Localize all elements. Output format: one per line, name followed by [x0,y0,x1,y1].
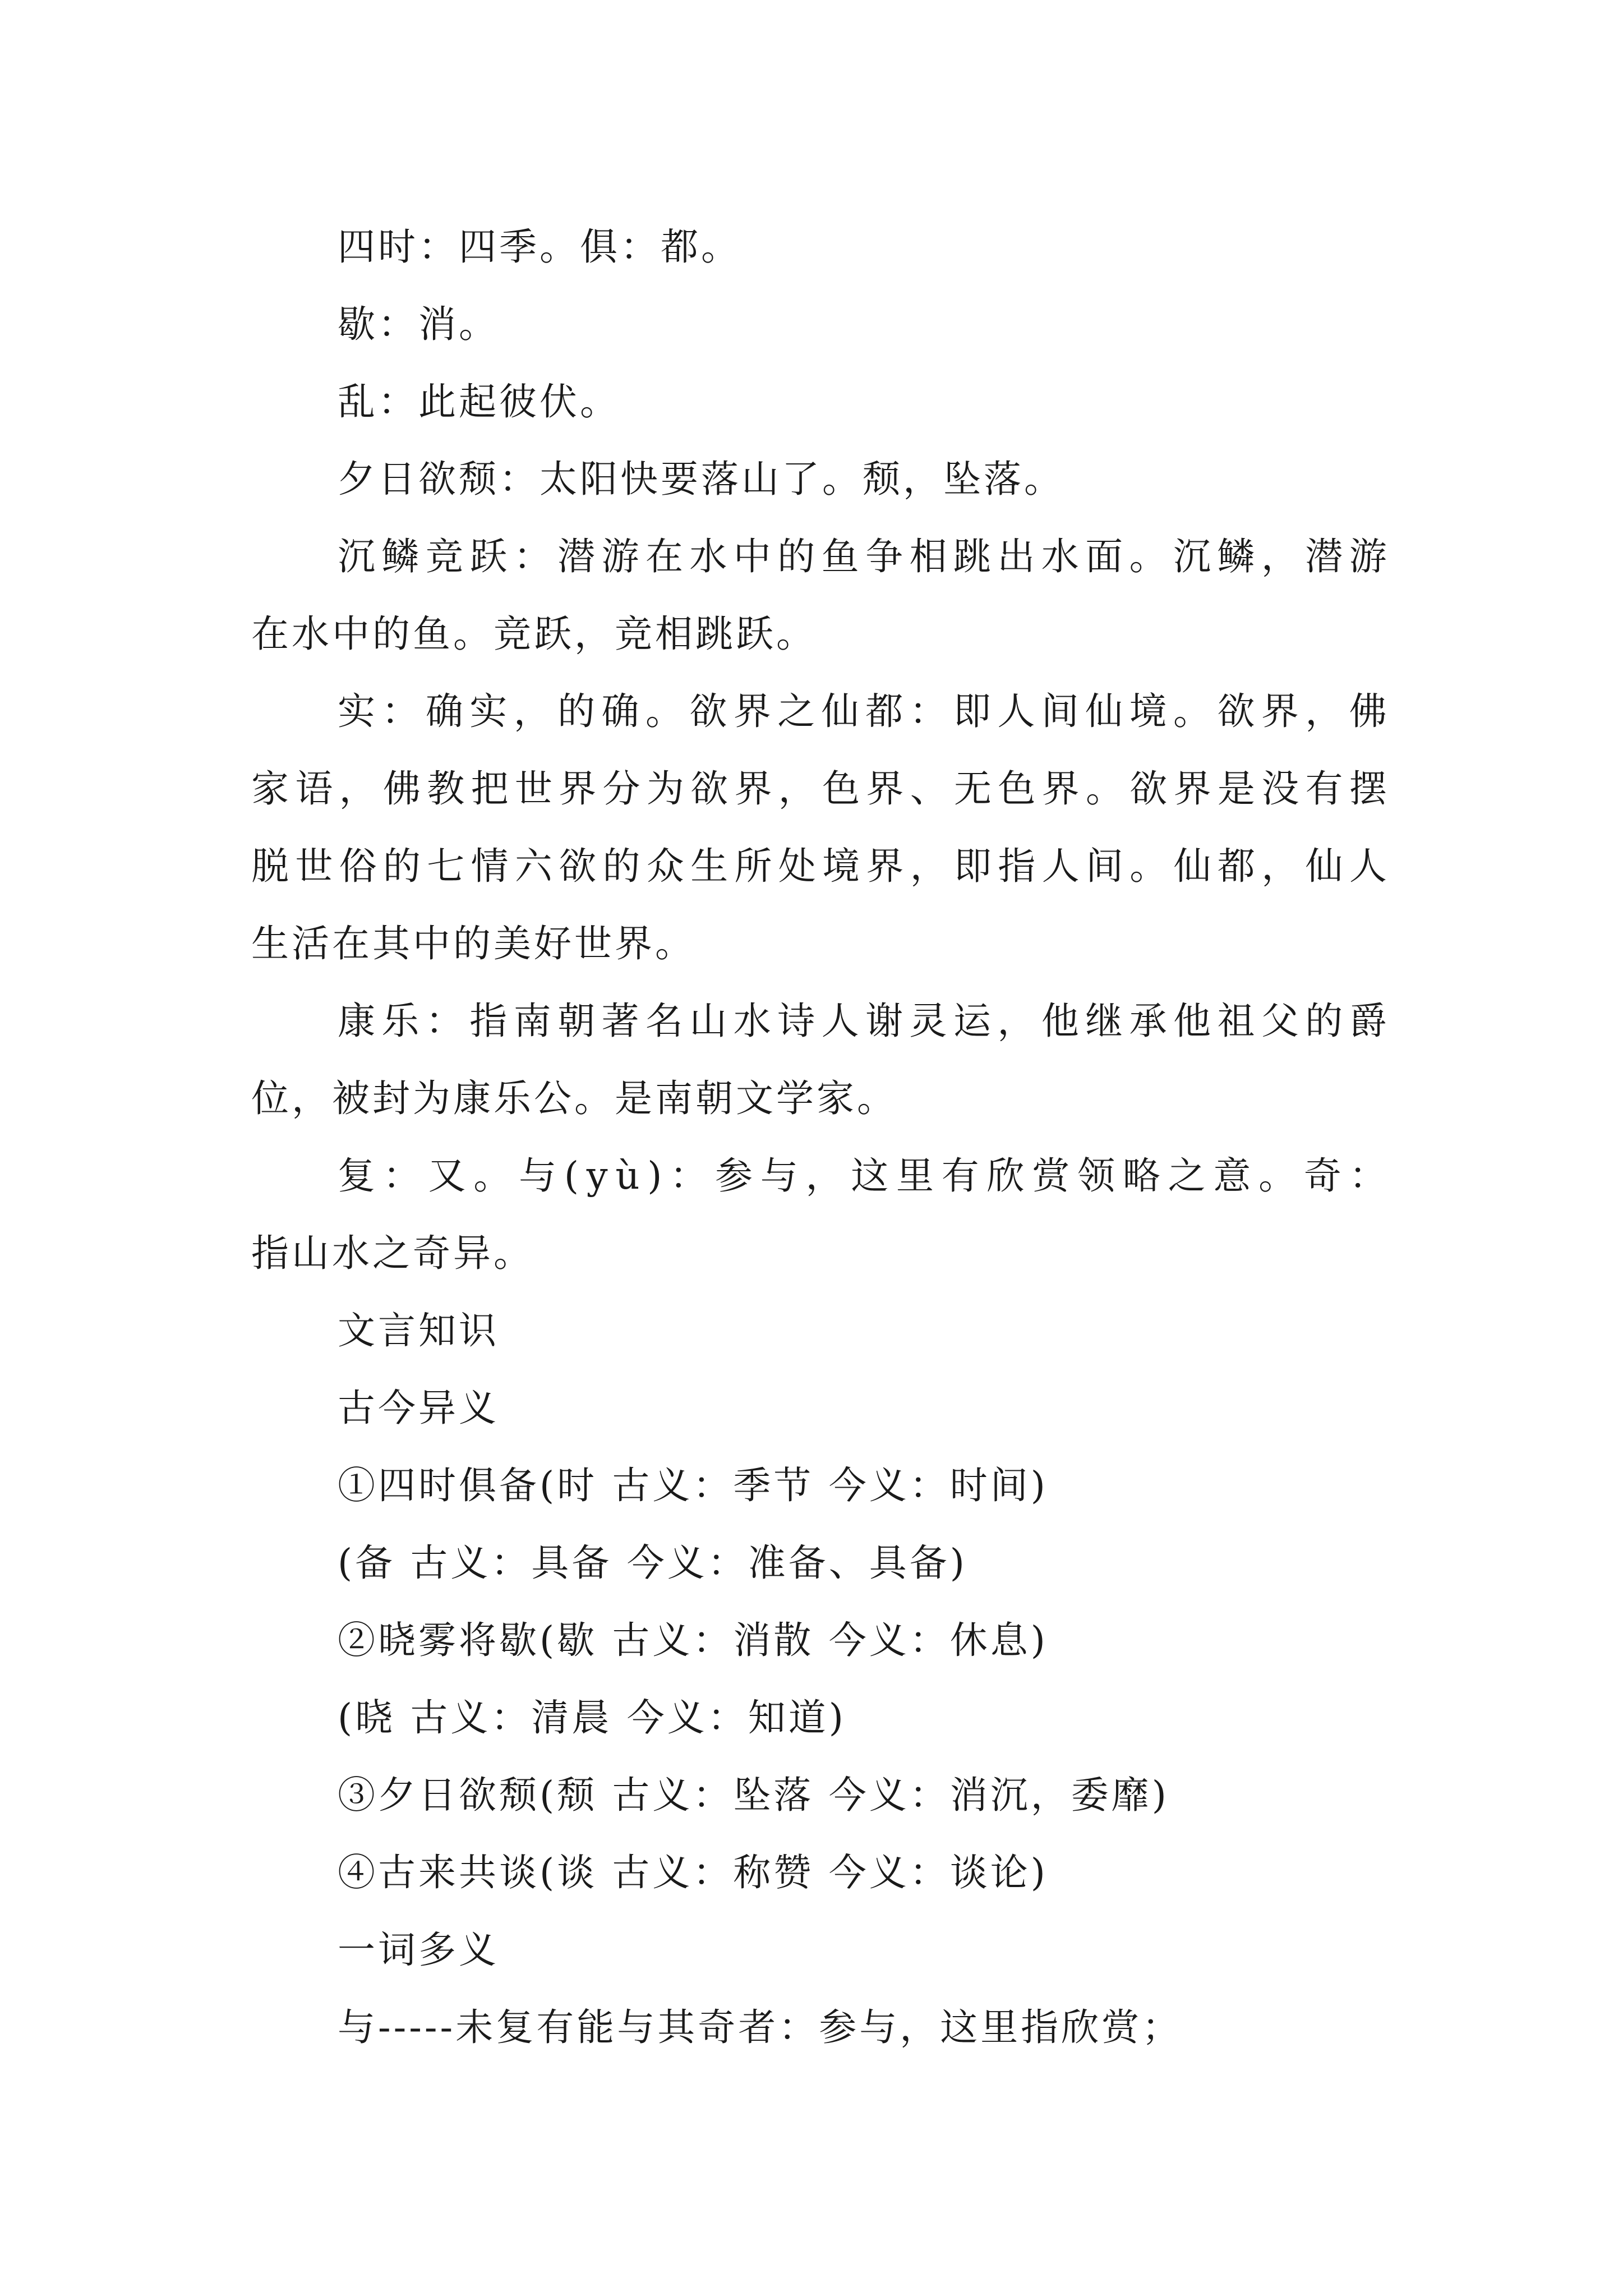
text-line: 在水中的鱼。竞跃，竞相跳跃。 [251,612,817,656]
text-line: 康 乐 ： 指 南 朝 著 名 山 水 诗 人 谢 灵 运 ， 他 继 承 他 祖 父 的 爵 [338,999,1390,1043]
text-line: ①四时俱备(时 古义：季节 今义：时间) [338,1464,1048,1507]
text-line: 歇：消。 [338,302,499,346]
text-line: 一词多义 [338,1928,499,1972]
text-line: 乱：此起彼伏。 [338,380,620,424]
document-page [251,220,1390,2078]
text-line: 实 ： 确 实 ， 的 确 。 欲 界 之 仙 都 ： 即 人 间 仙 境 。 欲 界 ， 佛 [338,689,1390,733]
text-line: (备 古义：具备 今义：准备、具备) [338,1541,967,1585]
text-line: 四时：四季。俱：都。 [338,225,741,269]
text-line: 家 语 ， 佛 教 把 世 界 分 为 欲 界 ， 色 界 、 无 色 界 。 欲 界 是 没 有 摆 [251,767,1390,811]
text-line: 沉 鳞 竞 跃 ： 潜 游 在 水 中 的 鱼 争 相 跳 出 水 面 。 沉 鳞 ， 潜 游 [338,535,1390,578]
text-line: 文言知识 [338,1309,499,1352]
text-line: (晓 古义：清晨 今义：知道) [338,1696,846,1740]
text-line: ②晓雾将歇(歇 古义：消散 今义：休息) [338,1618,1048,1662]
text-line: 位，被封为康乐公。是南朝文学家。 [251,1076,897,1120]
text-line: 夕日欲颓：太阳快要落山了。颓，坠落。 [338,457,1064,501]
text-line: 指山水之奇异。 [251,1231,534,1275]
text-line: 古今异义 [338,1386,499,1430]
text-line: ③夕日欲颓(颓 古义：坠落 今义：消沉，委靡) [338,1773,1169,1817]
text-line: 生活在其中的美好世界。 [251,922,695,965]
text-line: ④古来共谈(谈 古义：称赞 今义：谈论) [338,1851,1048,1894]
text-line: 复 ： 又 。 与 ( y ù ) ： 参 与 ， 这 里 有 欣 赏 领 略 之 意 。 奇 ： [338,1154,1390,1198]
text-line: 与-----未复有能与其奇者：参与，这里指欣赏； [338,2005,1183,2049]
text-line: 脱 世 俗 的 七 情 六 欲 的 众 生 所 处 境 界 ， 即 指 人 间 。 仙 都 ， 仙 人 [251,844,1390,888]
